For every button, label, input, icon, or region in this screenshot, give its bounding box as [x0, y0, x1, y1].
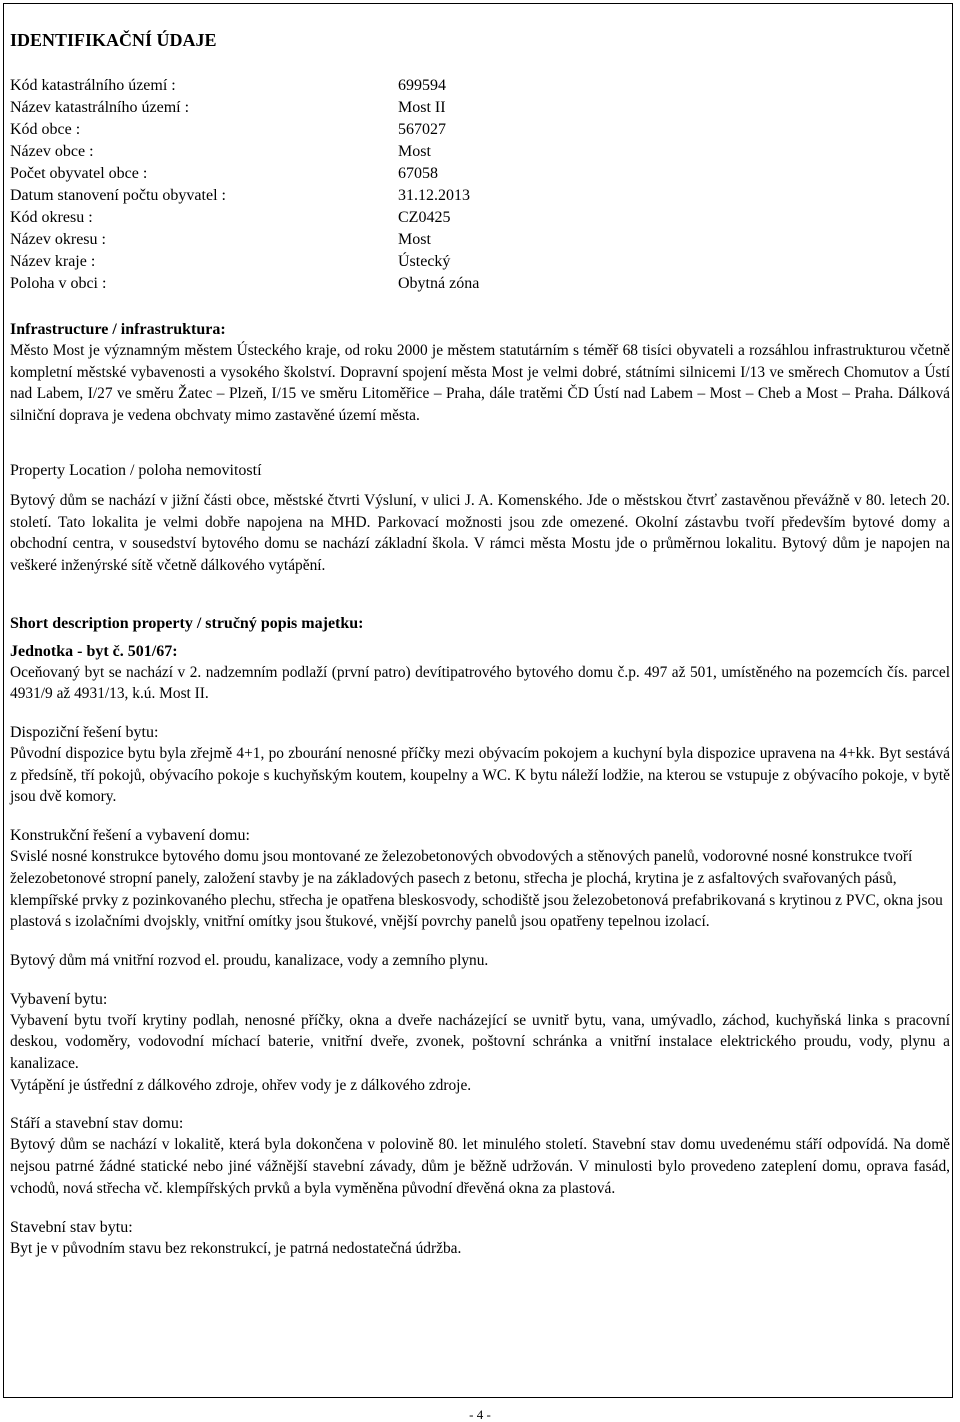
equipment-heading: Vybavení bytu: — [10, 990, 108, 1008]
id-value: CZ0425 — [398, 209, 451, 226]
spacer — [10, 808, 950, 825]
spacer — [10, 972, 950, 989]
age-heading: Stáří a stavební stav domu: — [10, 1115, 184, 1133]
unit-heading: Jednotka - byt č. 501/67: — [10, 642, 178, 660]
spacer — [10, 933, 950, 950]
location-text: Bytový dům se nachází v jižní části obce, městské čtvrti Výsluní, v ulici J. A. Komenského. Jde o městskou čtvrť zastavěnou převážně v 80. letech 20. století. Tato lokalita je velmi dobře napojena na MHD. Parkovací možnosti jsou zde omezené. Okolní zástavbu tvoří především bytové domy a obchodní centra, v sousedství bytového domu se nachází základní škola. V rámci města Mostu jde o průměrnou lokalitu. Bytový dům je napojen na veškeré inženýrské sítě včetně dálkového vytápění. — [10, 491, 950, 574]
spacer — [10, 1096, 950, 1113]
description-heading: Short description property / stručný popis majetku: — [10, 614, 364, 632]
id-value: Most — [398, 231, 431, 248]
location-section — [10, 460, 950, 577]
id-label: Kód katastrálního území : — [10, 77, 176, 94]
layout-text: Původní dispozice bytu byla zřejmě 4+1, po zbourání nenosné příčky mezi obývacím pokojem a kuchyní byla dispozice upravena na 4+kk. Byt sestává z předsíně, tří pokojů, obývacího pokoje s kuchyňským koutem, koupelny a WC. K bytu náleží lodžie, na kterou se vstupuje z obývacího pokoje, v bytě jsou dvě komory. — [10, 745, 950, 806]
id-value: 31.12.2013 — [398, 187, 470, 204]
id-row — [10, 207, 950, 229]
id-label: Poloha v obci : — [10, 275, 107, 292]
id-row — [10, 229, 950, 251]
id-label: Kód obce : — [10, 121, 81, 138]
id-value: Most — [398, 143, 431, 160]
location-heading: Property Location / poloha nemovitostí — [10, 461, 262, 479]
construction-heading: Konstrukční řešení a vybavení domu: — [10, 827, 250, 845]
id-row — [10, 251, 950, 273]
equipment-text: Vybavení bytu tvoří krytiny podlah, nenosné příčky, okna a dveře nacházející se uvnitř bytu, vana, umývadlo, záchod, kuchyňská linka s pracovní deskou, vodoměry, vodovodní míchací baterie, vnitřní dveře, zvonek, poštovní schránka a vnitřní instalace elektrického proudu, vody, plynu a kanalizace. — [10, 1011, 950, 1073]
id-row — [10, 185, 950, 207]
id-row — [10, 75, 950, 97]
id-label: Název okresu : — [10, 231, 106, 248]
id-label: Název obce : — [10, 143, 94, 160]
page-title: IDENTIFIKAČNÍ ÚDAJE — [10, 30, 217, 50]
id-value: Most II — [398, 99, 446, 116]
id-label: Datum stanovení počtu obyvatel : — [10, 187, 226, 204]
heating-text: Vytápění je ústřední z dálkového zdroje, ohřev vody je z dálkového zdroje. — [10, 1076, 472, 1094]
layout-heading: Dispoziční řešení bytu: — [10, 724, 159, 742]
id-value: Ústecký — [398, 253, 451, 270]
document-content — [10, 28, 950, 1259]
id-row — [10, 119, 950, 141]
infrastructure-text: Město Most je významným městem Ústeckého kraje, od roku 2000 je městem statutárním s téměř 68 tisíci obyvateli a rozsáhlou infrastrukturou včetně kompletní městské vybavenosti a vysokého školství. Dopravní spojení města Most je velmi dobré, státními silnicemi I/13 ve směrech Chomutov a Ústí nad Labem, I/27 ve směru Žatec – Plzeň, I/15 ve směru Litoměřice – Praha, dále tratěmi ČD Ústí nad Labem – Most – Cheb a Most – Praha. Dálková silniční doprava je vedena obchvaty mimo zastavěné území města. — [10, 342, 950, 425]
id-label: Kód okresu : — [10, 209, 93, 226]
id-value: 699594 — [398, 77, 446, 94]
unit-text: Oceňovaný byt se nachází v 2. nadzemním podlaží (první patro) devítipatrového bytového domu č.p. 497 až 501, umístěného na pozemcích čís. parcel 4931/9 až 4931/13, k.ú. Most II. — [10, 663, 950, 703]
id-label: Název kraje : — [10, 253, 96, 270]
id-row — [10, 97, 950, 119]
id-value: Obytná zóna — [398, 275, 480, 292]
id-label: Počet obyvatel obce : — [10, 165, 148, 182]
spacer — [10, 705, 950, 722]
state-heading: Stavební stav bytu: — [10, 1218, 133, 1236]
id-value: 67058 — [398, 165, 438, 182]
identification-list — [10, 75, 950, 295]
infrastructure-heading: Infrastructure / infrastruktura: — [10, 321, 226, 338]
state-text: Byt je v původním stavu bez rekonstrukcí, je patrná nedostatečná údržba. — [10, 1239, 462, 1257]
infrastructure-section — [10, 319, 950, 427]
age-text: Bytový dům se nachází v lokalitě, která byla dokončena v polovině 80. let minulého století. Stavební stav domu uvedenému stáří odpovídá. Na domě nejsou patrné žádné statické nebo jiné vážnější stavební závady, dům je běžně udržován. V minulosti bylo provedeno zateplení domu, oprava fasád, vchodů, nová střecha vč. klempířských prvků a byla vyměněna původní dřevěná okna za plastová. — [10, 1136, 950, 1197]
id-row — [10, 141, 950, 163]
id-value: 567027 — [398, 121, 446, 138]
id-label: Název katastrálního území : — [10, 99, 190, 116]
spacer — [10, 1200, 950, 1217]
id-row — [10, 273, 950, 295]
utilities-text: Bytový dům má vnitřní rozvod el. proudu, kanalizace, vody a zemního plynu. — [10, 951, 489, 969]
construction-text: Svislé nosné konstrukce bytového domu jsou montované ze železobetonových obvodových a stěnových panelů, vodorovné nosné konstrukce tvoří železobetonové stropní panely, založení stavby je na základových pasech z betonu, střecha je plochá, krytina je z asfaltových svařovaných pásů, klempířské prvky z pozinkovaného plechu, střecha je opatřena bleskosvody, schodiště jsou železobetonová prefabrikovaná s krytinou z PVC, okna jsou plastová s izolačními dvojskly, vnitřní omítky jsou štukové, vnější povrchy panelů jsou opatřeny tepelnou izolací. — [10, 848, 943, 931]
page-number: - 4 - — [469, 1407, 491, 1422]
id-row — [10, 163, 950, 185]
description-section — [10, 613, 950, 1260]
